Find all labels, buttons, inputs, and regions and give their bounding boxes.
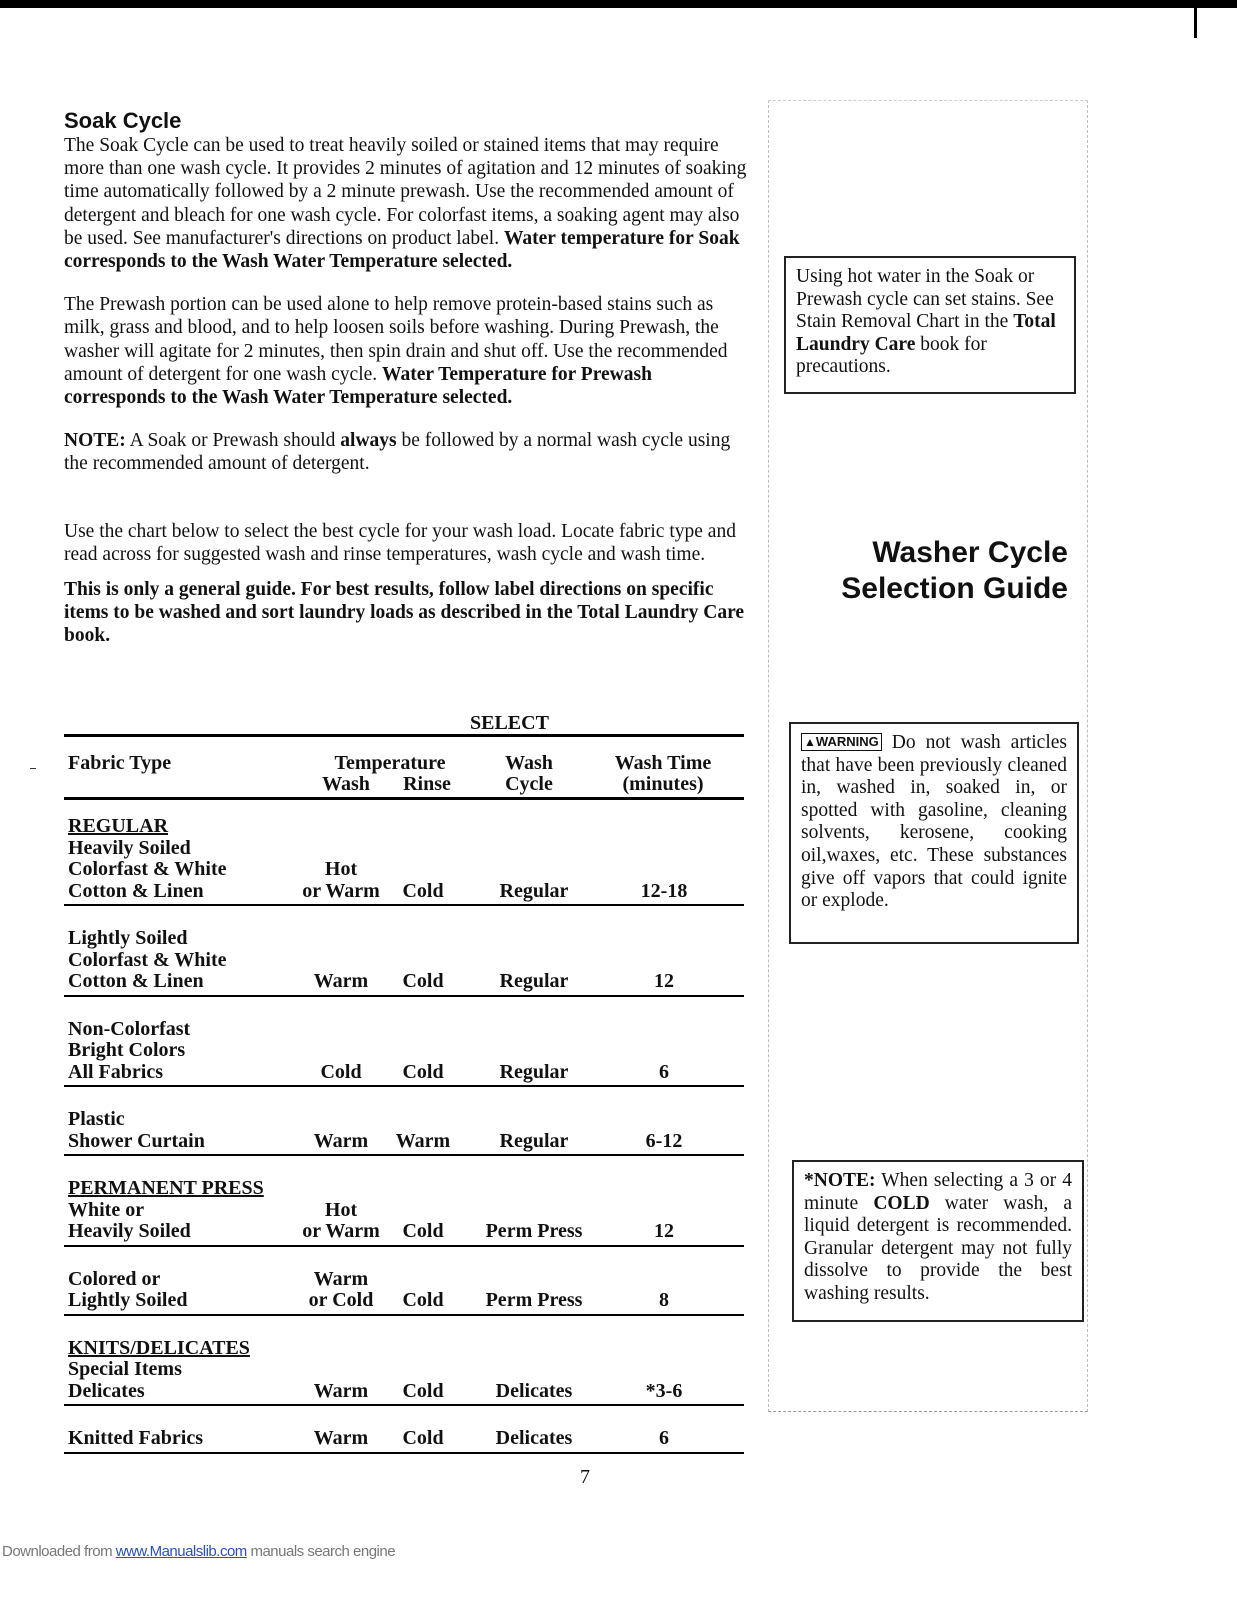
wash-temp-line: or Warm [302, 879, 380, 902]
prewash-paragraph-bold: Water Temperature for Prewash corresponds to the Wash Water Temperature selected. [64, 363, 652, 409]
table-top-rule [64, 734, 744, 737]
wash-temp-cell [296, 971, 386, 993]
wash-temp-line: or Warm [302, 1220, 380, 1242]
fabric-line: Heavily Soiled [68, 836, 191, 859]
wash-time-cell: 8 [659, 1289, 669, 1311]
guide-intro: Use the chart below to select the best cycle for your wash load. Locate fabric type and read across for suggested wash and rinse temperatures, wash cycle and wash time. [64, 520, 736, 565]
header-wash-cycle-1: Wash [505, 752, 553, 774]
table-row [64, 1269, 744, 1318]
wash-temp-cell [296, 1131, 386, 1153]
warning-text: Do not wash articles that have been previously cleaned in, washed in, soaked in, or spotted with gasoline, cleaning solvents, kerosene, cooking oil,waxes, etc. These substances give off vapors that could ignite or explode. [801, 732, 1067, 912]
row-divider [64, 1245, 744, 1247]
header-wash-time-2: (minutes) [622, 773, 704, 795]
stain-caution-box [784, 256, 1076, 394]
rinse-temp-cell: Cold [402, 879, 444, 902]
rinse-temp-cell: Cold [402, 1379, 444, 1402]
wash-temp-cell [296, 1269, 386, 1312]
fabric-line: White or [68, 1198, 145, 1221]
header-temperature: Temperature [334, 752, 446, 774]
table-row [64, 1428, 744, 1456]
wash-temp-line: Hot [324, 858, 358, 880]
fabric-line: Heavily Soiled [68, 1220, 191, 1242]
warning-box [789, 722, 1079, 944]
fabric-line: Shower Curtain [68, 1129, 205, 1152]
guide-title-line-1: Washer Cycle [872, 536, 1068, 569]
table-header-rule [64, 797, 744, 800]
wash-temp-line: Hot [324, 1198, 358, 1221]
table-row [64, 1019, 744, 1090]
manualslib-link[interactable]: www.Manualslib.com [115, 1543, 247, 1560]
wash-temp-line: Warm [313, 970, 369, 992]
cold-wash-note-box [792, 1160, 1084, 1322]
wash-time-cell: 12 [654, 970, 674, 992]
header-wash-temp: Wash [322, 773, 370, 795]
fabric-line: Non-Colorfast [68, 1017, 191, 1040]
section-heading: KNITS/DELICATES [68, 1336, 250, 1359]
row-divider [64, 1452, 744, 1454]
wash-cycle-cell: Delicates [495, 1427, 573, 1449]
page-number: 7 [580, 1466, 590, 1488]
soak-note-bold: always [340, 430, 397, 452]
wash-cycle-cell: Regular [499, 1060, 569, 1083]
prewash-paragraph-text: The Prewash portion can be used alone to help remove protein-based stains such as milk, grass and blood, and to help loosen soils before washing. During Prewash, the washer will agitate for 2 minutes, then spin drain and shut off. Use the recommended amount of detergent for one wash cycle. [64, 294, 728, 385]
wash-cycle-cell: Regular [499, 970, 569, 992]
wash-cycle-cell: Regular [499, 879, 569, 902]
soak-paragraph-text: The Soak Cycle can be used to treat heavily soiled or stained items that may require more than one wash cycle. It provides 2 minutes of agitation and 12 minutes of soaking time automatically followed by a 2 minute prewash. Use the recommended amount of detergent and bleach for one wash cycle. For colorfast items, a soaking agent may also be used. See manufacturer's directions on product label. [64, 135, 747, 249]
header-wash-time-1: Wash Time [614, 752, 712, 774]
wash-temp-line: Warm [313, 1129, 369, 1152]
rinse-temp-cell: Cold [402, 1427, 444, 1449]
stain-caution-bold: Total Laundry Care [796, 311, 1056, 355]
fabric-line: Bright Colors [68, 1039, 186, 1061]
wash-time-cell: 6-12 [645, 1129, 683, 1152]
rinse-temp-cell: Cold [402, 1220, 444, 1242]
stain-caution-text-2: book for precautions. [796, 333, 987, 378]
fabric-line: Colorfast & White [68, 858, 227, 880]
wash-time-cell: 6 [659, 1060, 669, 1083]
warning-badge-label: WARNING [815, 734, 879, 749]
soak-note-text-1: A Soak or Prewash should [129, 430, 336, 452]
cold-wash-note-text-2: water wash, a liquid detergent is recommended. Granular detergent may not fully dissolve to provide the best washing results. [804, 1192, 1072, 1304]
fabric-type-cell [68, 1109, 205, 1152]
download-footer [2, 1543, 395, 1560]
fabric-line: Lightly Soiled [68, 927, 188, 949]
fabric-type-cell [68, 816, 227, 902]
fabric-line: Knitted Fabrics [68, 1427, 203, 1449]
row-divider [64, 995, 744, 997]
margin-mark [30, 768, 36, 769]
wash-cycle-cell: Perm Press [485, 1220, 583, 1242]
table-row [64, 816, 744, 908]
cold-wash-note-bold: COLD [873, 1192, 930, 1214]
guide-title [790, 535, 1068, 607]
row-divider [64, 1154, 744, 1156]
fabric-line: Lightly Soiled [68, 1289, 188, 1311]
fabric-type-cell [68, 1428, 203, 1450]
fabric-type-cell [68, 1338, 250, 1403]
table-row [64, 1109, 744, 1158]
soak-cycle-heading: Soak Cycle [64, 108, 182, 133]
wash-time-cell: *3-6 [645, 1379, 683, 1402]
fabric-line: Delicates [68, 1379, 145, 1402]
footer-prefix: Downloaded from [2, 1543, 113, 1560]
soak-note-text-2: be followed by a normal wash cycle using the recommended amount of detergent. [64, 430, 731, 475]
section-heading: PERMANENT PRESS [68, 1177, 264, 1199]
wash-temp-line: Cold [320, 1060, 362, 1083]
header-fabric-type: Fabric Type [68, 752, 172, 774]
row-divider [64, 1085, 744, 1087]
fabric-line: Plastic [68, 1108, 125, 1130]
table-row [64, 928, 744, 999]
row-divider [64, 904, 744, 906]
soak-note [64, 429, 754, 475]
fabric-type-cell [68, 1269, 187, 1312]
guide-disclaimer [64, 578, 754, 648]
wash-temp-line: Warm [313, 1379, 369, 1402]
warning-badge [801, 733, 882, 751]
stain-caution-text-1: Using hot water in the Soak or Prewash cycle can set stains. See Stain Removal Chart in the [796, 266, 1054, 333]
wash-temp-cell [296, 859, 386, 902]
row-divider [64, 1314, 744, 1316]
fabric-type-cell [68, 1178, 264, 1243]
fabric-line: Colorfast & White [68, 948, 227, 971]
guide-title-line-2: Selection Guide [841, 572, 1068, 605]
header-rinse-temp: Rinse [403, 773, 451, 795]
corner-border [1194, 0, 1197, 38]
footer-suffix: manuals search engine [250, 1543, 396, 1560]
wash-time-cell: 12-18 [640, 879, 688, 902]
top-border [0, 0, 1237, 8]
soak-paragraph-bold: Water temperature for Soak corresponds to the Wash Water Temperature selected. [64, 227, 740, 273]
fabric-line: Cotton & Linen [68, 970, 204, 992]
wash-temp-cell [296, 1200, 386, 1243]
fabric-line: Special Items [68, 1358, 182, 1380]
wash-time-cell: 12 [654, 1220, 674, 1242]
wash-temp-line: Warm [313, 1427, 369, 1449]
fabric-type-cell [68, 928, 227, 993]
soak-note-label: NOTE: [64, 430, 126, 452]
wash-temp-cell [296, 1428, 386, 1450]
prewash-paragraph [64, 293, 754, 409]
select-label: SELECT [470, 712, 549, 734]
fabric-type-cell [68, 1019, 190, 1084]
wash-temp-line: or Cold [308, 1289, 374, 1311]
wash-cycle-cell: Regular [499, 1129, 569, 1152]
fabric-line: All Fabrics [68, 1060, 163, 1083]
fabric-line: Colored or [68, 1267, 161, 1290]
cold-wash-note-text-1: When selecting a 3 or 4 minute [804, 1170, 1072, 1214]
rinse-temp-cell: Cold [402, 970, 444, 992]
table-row [64, 1178, 744, 1249]
wash-temp-line: Warm [313, 1267, 369, 1290]
rinse-temp-cell: Cold [402, 1060, 444, 1083]
wash-time-cell: 6 [659, 1427, 669, 1449]
rinse-temp-cell: Cold [402, 1289, 444, 1311]
wash-cycle-cell: Perm Press [485, 1289, 583, 1311]
cold-wash-note-label: *NOTE: [804, 1170, 876, 1191]
section-heading: REGULAR [68, 815, 169, 837]
rinse-temp-cell: Warm [395, 1129, 451, 1152]
row-divider [64, 1404, 744, 1406]
wash-temp-cell [296, 1062, 386, 1084]
fabric-line: Cotton & Linen [68, 879, 204, 902]
wash-temp-cell [296, 1381, 386, 1403]
wash-cycle-cell: Delicates [495, 1379, 573, 1402]
table-row [64, 1338, 744, 1409]
guide-disclaimer-bold: This is only a general guide. For best results, follow label directions on specific items to be washed and sort laundry loads as described in the Total Laundry Care book. [64, 579, 745, 647]
header-wash-cycle-2: Cycle [505, 773, 553, 795]
soak-paragraph [64, 134, 754, 273]
warning-triangle-icon: ▲ [804, 735, 816, 749]
main-column [64, 108, 754, 648]
